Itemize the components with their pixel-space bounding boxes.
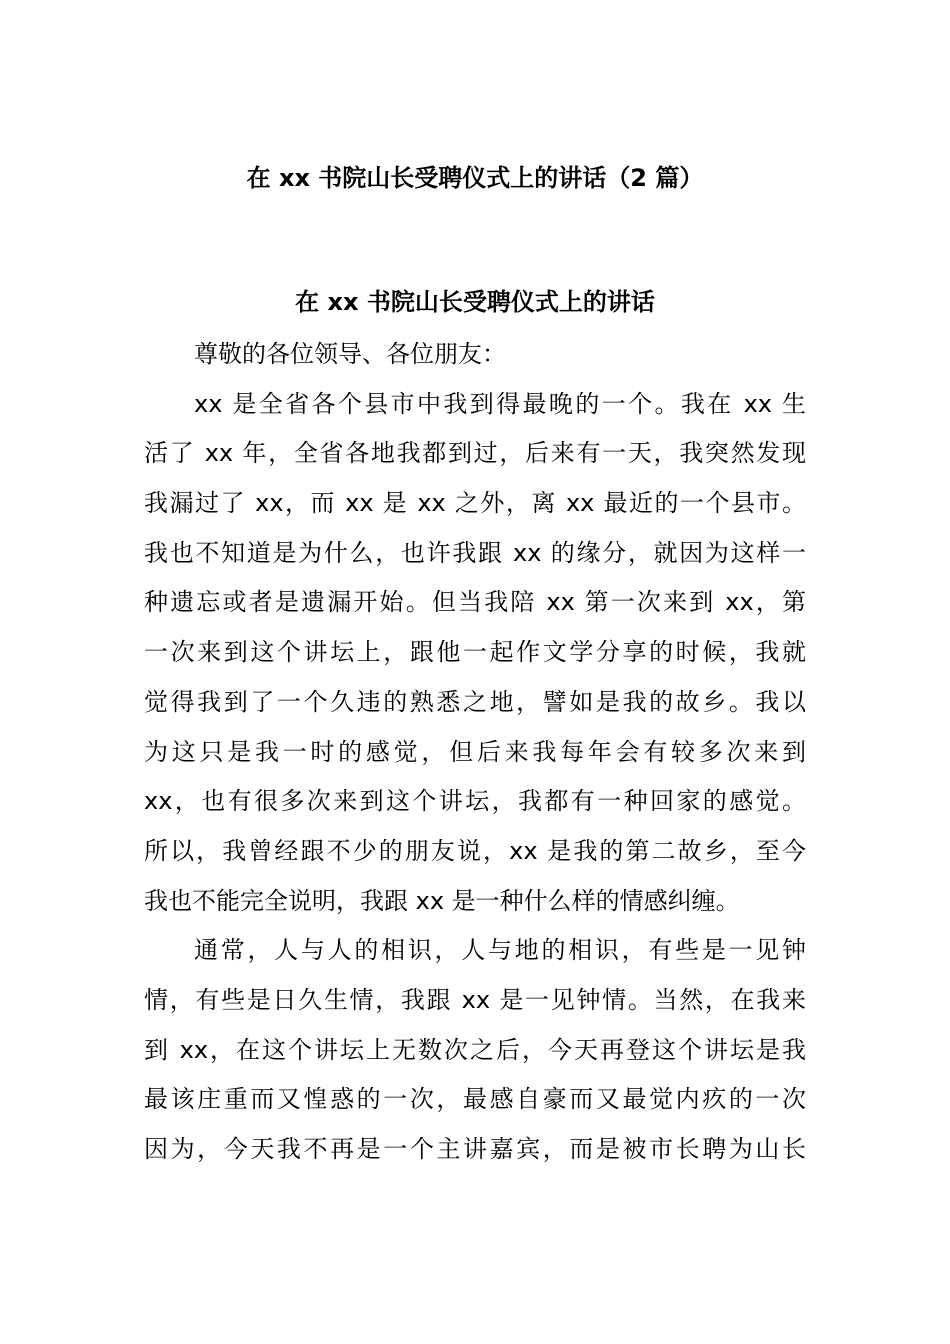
paragraph-line: 情，有些是日久生情，我跟 xx 是一见钟情。当然，在我来 bbox=[144, 985, 806, 1014]
paragraph-2 bbox=[144, 926, 806, 1174]
paragraph-line: 种遗忘或者是遗漏开始。但当我陪 xx 第一次来到 xx，第 bbox=[144, 588, 806, 617]
paragraph-line: 到 xx，在这个讲坛上无数次之后，今天再登这个讲坛是我 bbox=[144, 1035, 806, 1064]
document-body bbox=[144, 330, 806, 1175]
paragraph-line: 为这只是我一时的感觉，但后来我每年会有较多次来到 bbox=[144, 737, 806, 766]
paragraph-line: 因为，今天我不再是一个主讲嘉宾，而是被市长聘为山长 bbox=[144, 1135, 806, 1163]
paragraph-line: 最该庄重而又惶惑的一次，最感自豪而又最觉内疚的一次 bbox=[144, 1085, 806, 1114]
paragraph-line: 我也不知道是为什么，也许我跟 xx 的缘分，就因为这样一 bbox=[144, 538, 806, 567]
paragraph-line: 通常，人与人的相识，人与地的相识，有些是一见钟 bbox=[194, 936, 806, 965]
paragraph-line: xx 是全省各个县市中我到得最晚的一个。我在 xx 生 bbox=[194, 389, 806, 418]
paragraph-line: 我漏过了 xx，而 xx 是 xx 之外，离 xx 最近的一个县市。 bbox=[144, 489, 806, 518]
paragraph-line: 所以，我曾经跟不少的朋友说，xx 是我的第二故乡，至今 bbox=[144, 836, 806, 865]
paragraph-line: 活了 xx 年，全省各地我都到过，后来有一天，我突然发现 bbox=[144, 439, 806, 468]
paragraph-line: 觉得我到了一个久违的熟悉之地，譬如是我的故乡。我以 bbox=[144, 687, 806, 716]
paragraph-line: 一次来到这个讲坛上，跟他一起作文学分享的时候，我就 bbox=[144, 638, 806, 667]
paragraph-line: 我也不能完全说明，我跟 xx 是一种什么样的情感纠缠。 bbox=[144, 886, 740, 915]
document-title: 在 xx 书院山长受聘仪式上的讲话（2 篇） bbox=[246, 164, 704, 192]
speech-title: 在 xx 书院山长受聘仪式上的讲话 bbox=[295, 288, 655, 316]
salutation: 尊敬的各位领导、各位朋友： bbox=[194, 340, 506, 368]
paragraph-1 bbox=[144, 380, 806, 927]
paragraph-line: xx，也有很多次来到这个讲坛，我都有一种回家的感觉。 bbox=[144, 787, 806, 816]
